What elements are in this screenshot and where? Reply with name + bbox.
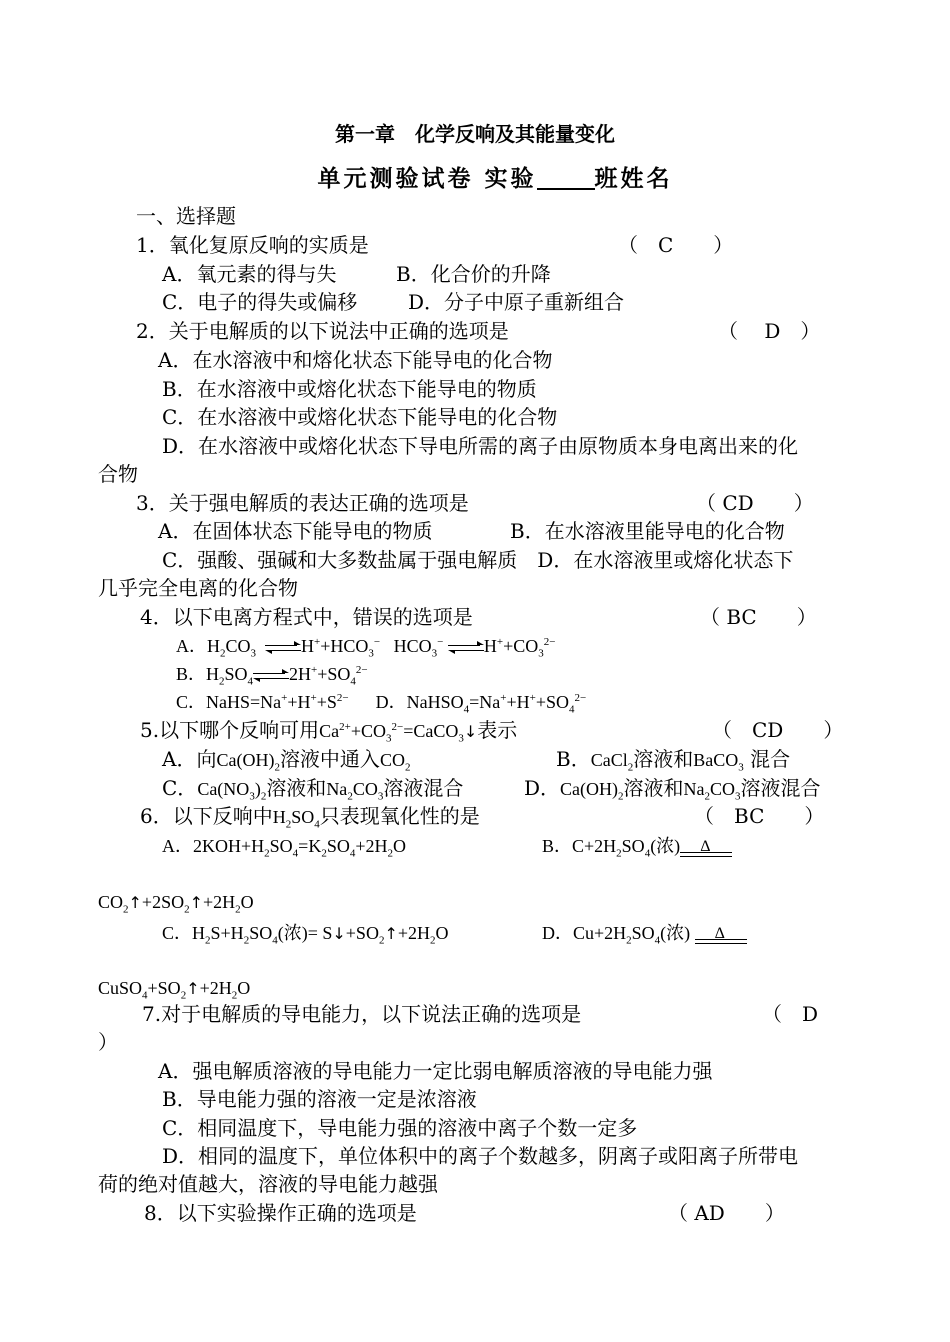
q2-option-a: A．在水溶液中和熔化状态下能导电的化合物 [158, 348, 553, 372]
q3-option-b: B．在水溶液里能导电的化合物 [510, 519, 785, 543]
q1-stem: 1．氧化复原反响的实质是 [136, 233, 369, 257]
exam-title: 单元测验试卷 实验 班姓名 [317, 166, 673, 192]
q7-option-c: C．相同温度下，导电能力强的溶液中离子个数一定多 [162, 1116, 638, 1140]
q6-option-c: C．$H_2S+H_2SO_4$(浓)= $S↓+SO_2↑+2H_2O$ [162, 923, 449, 947]
q5-option-a: A．向$Ca(OH)_2$溶液中通入$CO_2$ [162, 747, 411, 774]
q5-stem: 5.以下哪个反响可用$Ca^{2+}+CO_3^{2-}=CaCO_3↓$表示 [140, 718, 518, 745]
q4-option-cd: C．$NaHS=Na^++H^++S^{2-}$ D．$NaHSO_4=Na^++H^++SO_4^{2-}$ [176, 692, 587, 716]
q1-answer: （ C ） [618, 233, 734, 257]
q5-option-b: B．CaCl$_2$溶液和BaCO$_3$ 混合 [556, 747, 791, 774]
q1-option-d: D．分子中原子重新组合 [408, 290, 625, 314]
q6-option-b: B．$C+2H_2SO_4$(浓) Δ [542, 832, 732, 860]
q6-answer: （ BC ） [694, 804, 825, 828]
q8-answer: （ AD ） [668, 1201, 785, 1225]
q4-option-a: A．$H_2CO_3$ $H^++HCO_3^-$ $HCO_3^-$ $H^++CO_3^{2-}$ [176, 636, 556, 660]
q4-option-b: B．$H_2SO_4$ $2H^++SO_4^{2-}$ [176, 664, 368, 688]
class-blank[interactable] [537, 188, 595, 190]
q2-answer: （ D ） [718, 319, 821, 343]
equilibrium-arrow-icon [265, 641, 301, 655]
q7-stem: 7.对于电解质的导电能力，以下说法正确的选项是 [142, 1002, 582, 1026]
q3-option-cd: C．强酸、强碱和大多数盐属于强电解质 D．在水溶液里或熔化状态下 [162, 548, 794, 572]
q6-option-d-cont: $CuSO_4+SO_2↑+2H_2O$ [98, 978, 251, 1002]
q1-option-a: A．氧元素的得与失 [162, 262, 337, 286]
q7-option-b: B．导电能力强的溶液一定是浓溶液 [162, 1087, 477, 1111]
q7-answer-close: ） [98, 1030, 118, 1054]
q6-option-d: D．$Cu+2H_2SO_4$(浓) Δ [542, 919, 747, 947]
section-heading: 一、选择题 [136, 204, 236, 228]
q2-stem: 2．关于电解质的以下说法中正确的选项是 [136, 319, 509, 343]
equilibrium-arrow-icon [448, 641, 484, 655]
q7-option-a: A．强电解质溶液的导电能力一定比弱电解质溶液的导电能力强 [158, 1059, 713, 1083]
chapter-title: 第一章 化学反响及其能量变化 [335, 122, 615, 146]
q7-option-d: D．相同的温度下，单位体积中的离子个数越多，阴离子或阳离子所带电 [162, 1144, 799, 1168]
heating-condition-icon: Δ [695, 924, 747, 946]
q6-option-b-cont: $CO_2↑+2SO_2↑+2H_2O$ [98, 892, 254, 916]
q2-option-d-cont: 合物 [98, 462, 138, 486]
q4-answer: （ BC ） [700, 605, 817, 629]
heating-condition-icon: Δ [680, 837, 732, 859]
q1-option-b: B．化合价的升降 [396, 262, 551, 286]
q6-stem: 6．以下反响中$H_2SO_4$只表现氧化性的是 [140, 804, 480, 831]
q5-answer: （ CD ） [712, 718, 844, 742]
q3-option-a: A．在固体状态下能导电的物质 [158, 519, 433, 543]
q2-option-d: D．在水溶液中或熔化状态下导电所需的离子由原物质本身电离出来的化 [162, 434, 799, 458]
q4-stem: 4．以下电离方程式中，错误的选项是 [140, 605, 473, 629]
q5-option-d: D．$Ca(OH)_2$溶液和$Na_2CO_3$溶液混合 [524, 776, 821, 803]
equilibrium-arrow-icon [253, 669, 289, 683]
q3-answer: （ CD ） [696, 491, 814, 515]
q1-option-c: C．电子的得失或偏移 [162, 290, 358, 314]
q5-option-c: C．$Ca(NO_3)_2$溶液和$Na_2CO_3$溶液混合 [162, 776, 464, 803]
q8-stem: 8．以下实验操作正确的选项是 [144, 1201, 417, 1225]
q7-option-d-cont: 荷的绝对值越大，溶液的导电能力越强 [98, 1172, 438, 1196]
q6-option-a: A．$2KOH+H_2SO_4=K_2SO_4+2H_2O$ [162, 836, 406, 860]
q2-option-c: C．在水溶液中或熔化状态下能导电的化合物 [162, 405, 558, 429]
q7-answer: （ D [762, 1002, 819, 1026]
q3-stem: 3．关于强电解质的表达正确的选项是 [136, 491, 469, 515]
q2-option-b: B．在水溶液中或熔化状态下能导电的物质 [162, 377, 537, 401]
q3-option-d-cont: 几乎完全电离的化合物 [98, 576, 298, 600]
